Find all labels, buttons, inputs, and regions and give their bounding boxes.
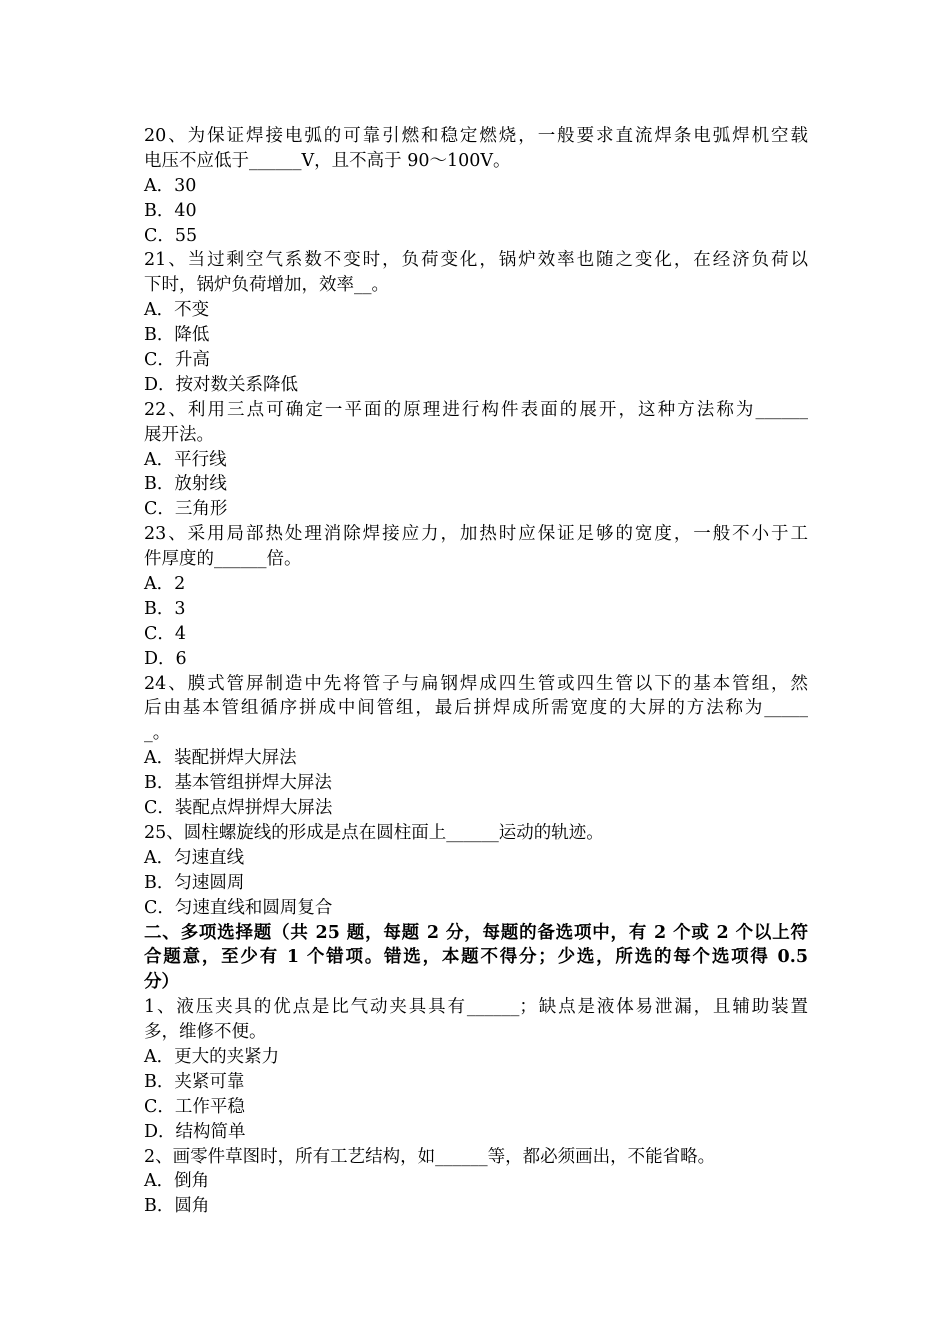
text-line: A．30 bbox=[144, 175, 197, 196]
text-line: C．4 bbox=[144, 623, 187, 644]
text-line: _。 bbox=[144, 723, 171, 744]
text-line: 后由基本管组循序拼成中间管组，最后拼焊成所需宽度的大屏的方法称为_____ bbox=[144, 698, 808, 719]
text-line: A．匀速直线 bbox=[144, 847, 245, 868]
text-line: A．2 bbox=[144, 574, 186, 595]
text-line: B．圆角 bbox=[144, 1196, 210, 1217]
text-line: 20、为保证焊接电弧的可靠引燃和稳定燃烧，一般要求直流焊条电弧焊机空载 bbox=[144, 126, 808, 146]
section-heading-line: 二、多项选择题（共 25 题，每题 2 分，每题的备选项中，有 2 个或 2 个以上符 bbox=[144, 922, 808, 943]
text-line: D．结构简单 bbox=[144, 1121, 246, 1142]
text-line: B．放射线 bbox=[144, 474, 227, 495]
text-line: C．三角形 bbox=[144, 499, 228, 520]
text-line: C．匀速直线和圆周复合 bbox=[144, 897, 333, 918]
text-line: 电压不应低于______V，且不高于 90～100V。 bbox=[144, 150, 511, 171]
text-line: B．夹紧可靠 bbox=[144, 1071, 245, 1092]
text-line: C．升高 bbox=[144, 350, 210, 371]
text-line: 23、采用局部热处理消除焊接应力，加热时应保证足够的宽度，一般不小于工 bbox=[144, 524, 808, 545]
text-line: 件厚度的______倍。 bbox=[144, 549, 302, 570]
text-line: 多，维修不便。 bbox=[144, 1022, 267, 1043]
document-body bbox=[144, 124, 808, 1219]
text-line: 下时，锅炉负荷增加，效率__。 bbox=[144, 275, 389, 296]
text-line: 21、当过剩空气系数不变时，负荷变化，锅炉效率也随之变化，在经济负荷以 bbox=[144, 250, 808, 271]
text-line: C．55 bbox=[144, 225, 198, 246]
text-line: 24、膜式管屏制造中先将管子与扁钢焊成四生管或四生管以下的基本管组，然 bbox=[144, 673, 808, 694]
text-line: B．基本管组拼焊大屏法 bbox=[144, 773, 332, 794]
text-line: A．装配拼焊大屏法 bbox=[144, 748, 297, 769]
text-line: 25、圆柱螺旋线的形成是点在圆柱面上______运动的轨迹。 bbox=[144, 822, 604, 843]
section-heading-line: 分） bbox=[144, 972, 179, 993]
text-line: 22、利用三点可确定一平面的原理进行构件表面的展开，这种方法称为______ bbox=[144, 399, 808, 420]
text-line: C．装配点焊拼焊大屏法 bbox=[144, 798, 333, 819]
text-line: C．工作平稳 bbox=[144, 1096, 245, 1117]
text-line: A．倒角 bbox=[144, 1171, 210, 1192]
text-line: A．更大的夹紧力 bbox=[144, 1046, 280, 1067]
text-line: 2、画零件草图时，所有工艺结构，如______等，都必须画出，不能省略。 bbox=[144, 1146, 716, 1167]
text-line: A．平行线 bbox=[144, 449, 227, 470]
text-line: D．按对数关系降低 bbox=[144, 374, 299, 395]
text-line: B．匀速圆周 bbox=[144, 872, 245, 893]
text-line: B．降低 bbox=[144, 325, 210, 346]
text-line: 展开法。 bbox=[144, 424, 214, 445]
text-line: D．6 bbox=[144, 648, 187, 669]
text-line: A．不变 bbox=[144, 300, 210, 321]
text-line: B．40 bbox=[144, 200, 197, 221]
text-line: B．3 bbox=[144, 598, 186, 619]
section-heading-line: 合题意，至少有 1 个错项。错选，本题不得分；少选，所选的每个选项得 0.5 bbox=[144, 947, 808, 968]
text-line: 1、液压夹具的优点是比气动夹具具有______；缺点是液体易泄漏，且辅助装置 bbox=[144, 997, 808, 1018]
